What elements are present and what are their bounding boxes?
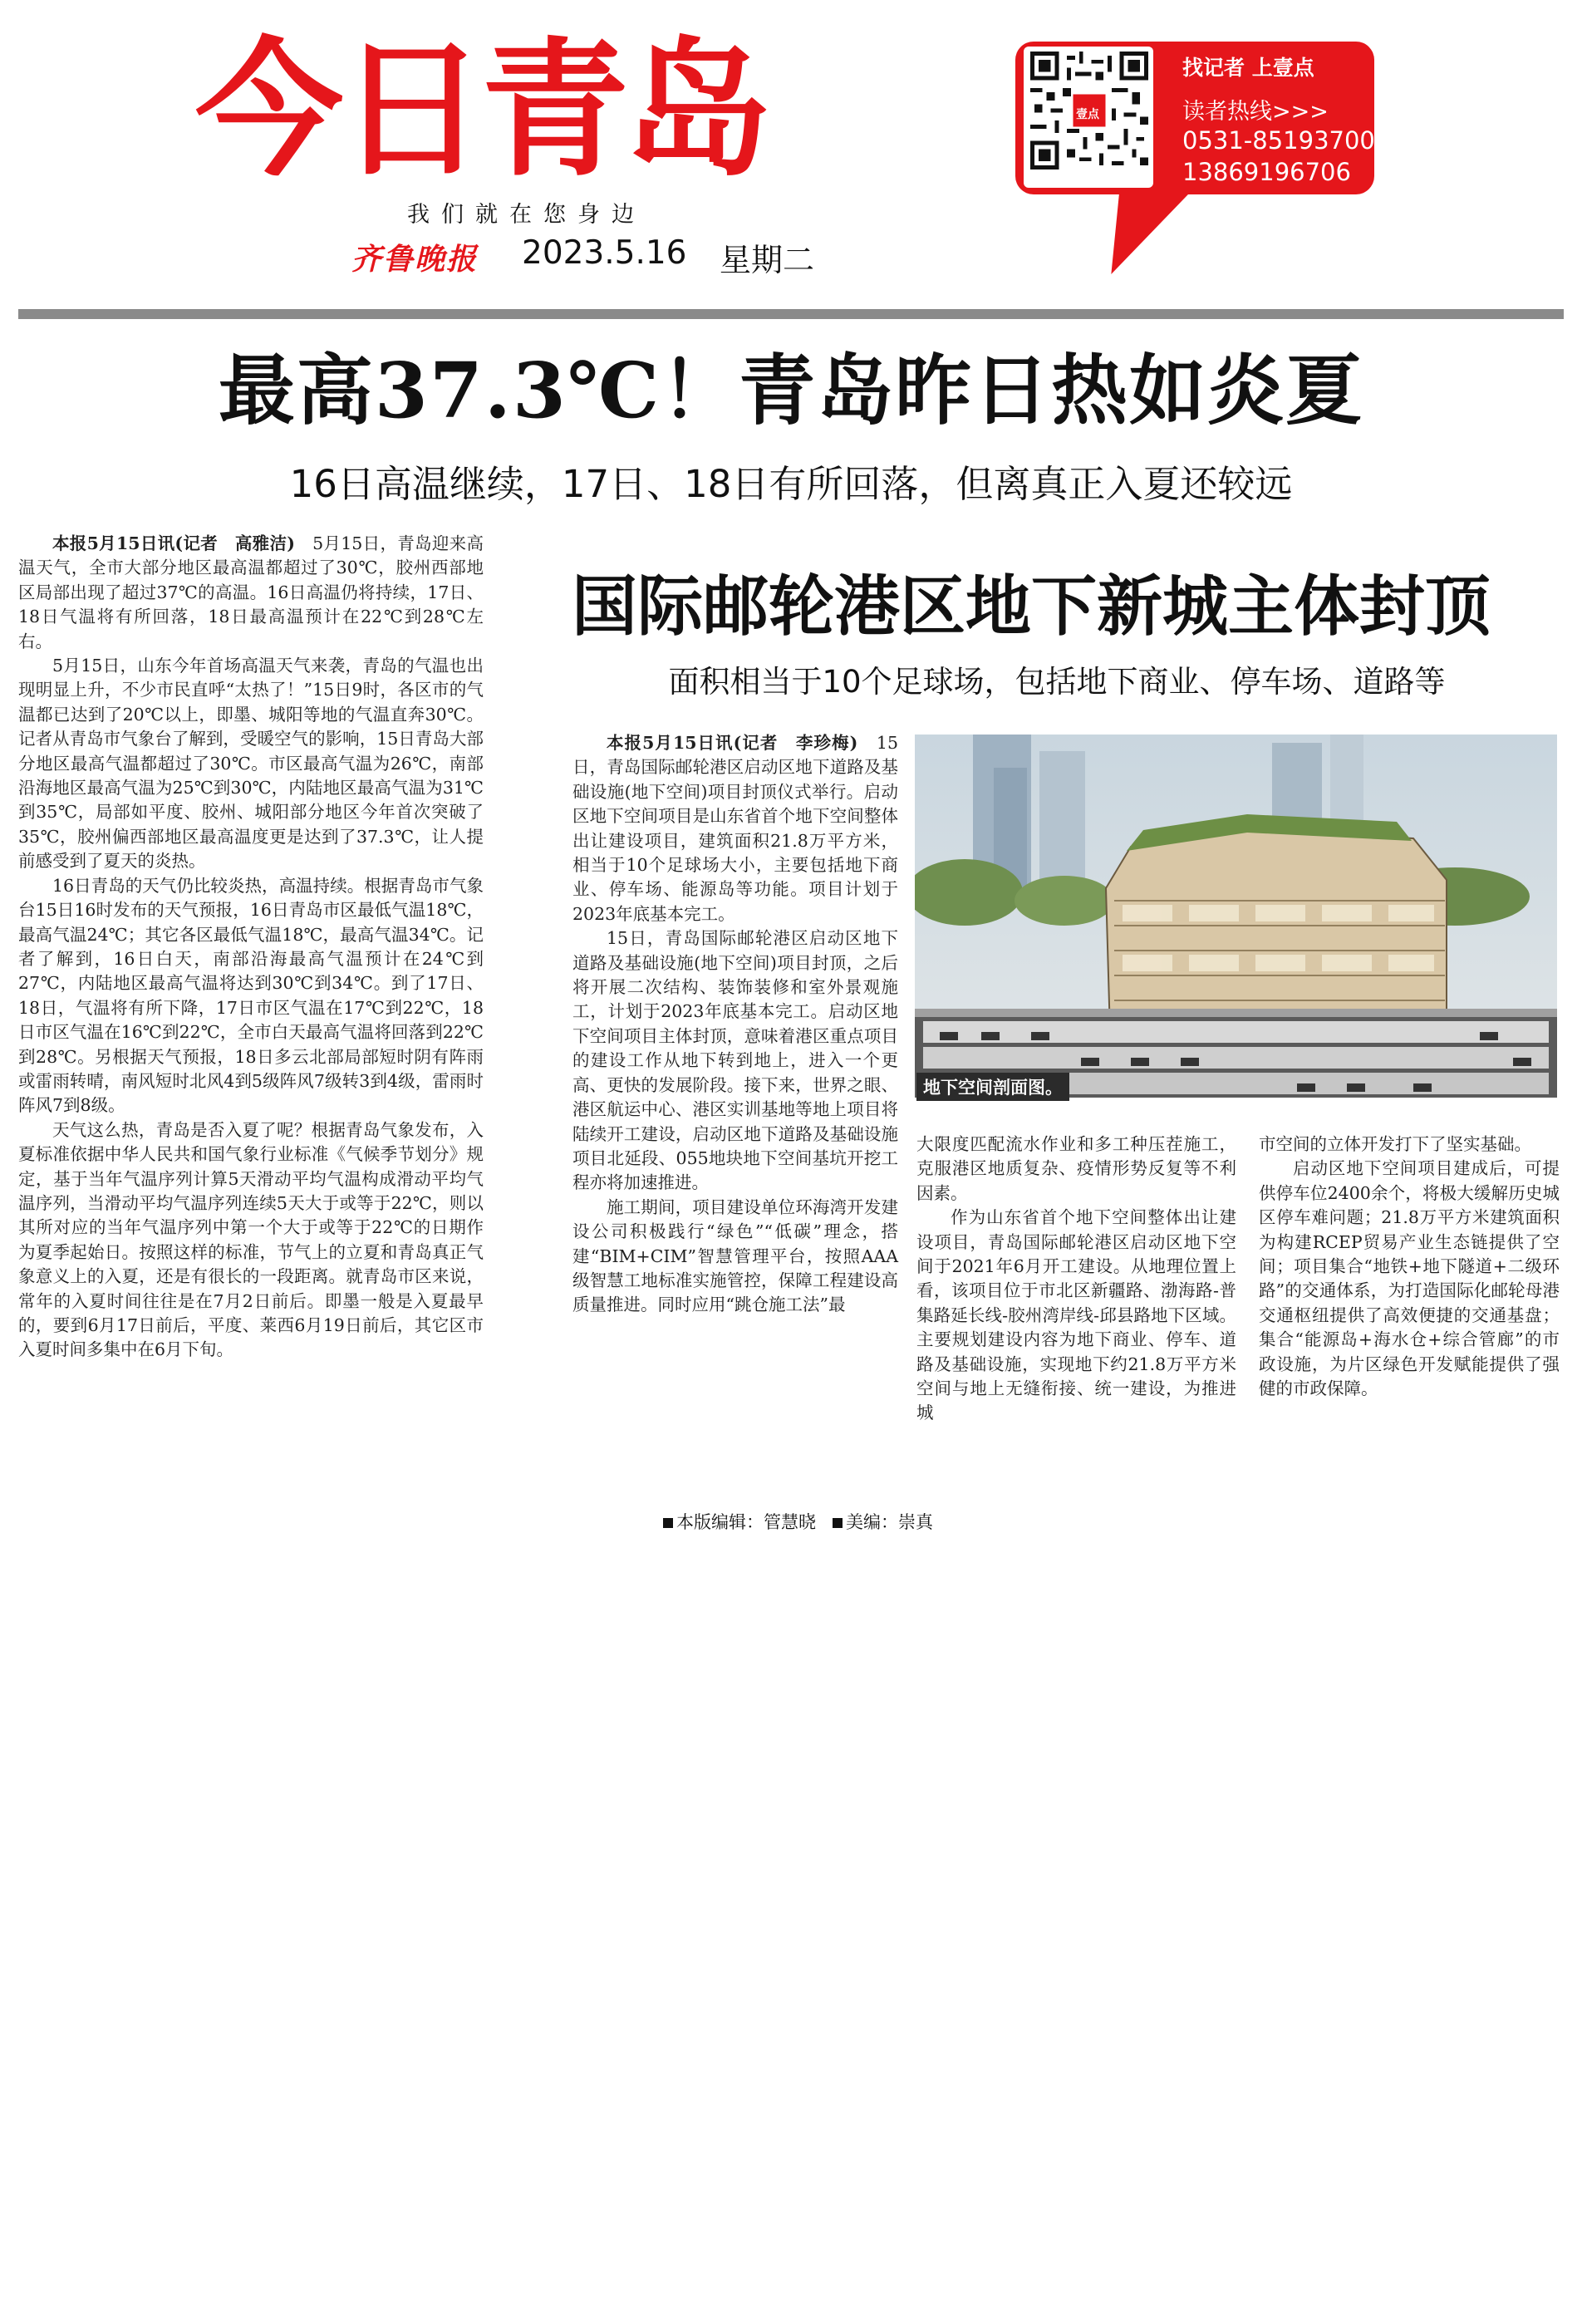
page-credits (663, 1509, 933, 1534)
story1-paragraph: 5月15日，青岛迎来高温天气，全市大部分地区最高温都超过了30℃，胶州西部地区局部出现了超过37℃的高温。16日高温仍将持续，17日、18日气温将有所回落，18日最高温预计在22℃到28℃左右。 (18, 533, 484, 651)
story2-paragraph: 施工期间，项目建设单位环海湾开发建设公司积极践行“绿色”“低碳”理念，搭建“BIM+CIM”智慧管理平台，按照AAA级智慧工地标准实施管控，保障工程建设高质量推进。同时应用“跳仓施工法”最 (572, 1196, 898, 1315)
story2-paragraph: 启动区地下空间项目建成后，可提供停车位2400余个，将极大缓解历史城区停车难问题；21.8万平方米建筑面积为构建RCEP贸易产业生态链提供了空间；项目集合“地铁+地下隧道+二级环路”的交通体系，为打造国际化邮轮母港交通枢纽提供了高效便捷的交通基盘；集合“能源岛+海水仓+综合管廊”的市政设施，为片区绿色开发赋能提供了强健的市政保障。 (1259, 1158, 1560, 1399)
story2-column-c (1259, 1133, 1560, 1401)
bullet-square-icon (663, 1518, 673, 1528)
masthead-title: 今日青岛 (195, 24, 767, 196)
hotline-phone-2[interactable]: 13869196706 (1182, 158, 1351, 186)
story1-paragraph: 16日青岛的天气仍比较炎热，高温持续。根据青岛市气象台15日16时发布的天气预报，16日青岛市区最低气温18℃，最高气温24℃；其它各区最低气温18℃，最高气温34℃。记者了解到，16日白天，南部沿海最高气温预计在24℃到27℃，内陆地区最高气温将达到30℃到34℃。到了17日、18日，气温将有所下降，17日市区气温在17℃到22℃，18日市区气温在16℃到22℃，全市白天最高气温将回落到22℃到28℃。另根据天气预报，18日多云北部局部短时阴有阵雨或雷雨转晴，南风短时北风4到5级阵风7级转3到4级，雷雨时阵风7到8级。 (18, 875, 484, 1116)
masthead-divider (18, 309, 1564, 319)
bullet-square-icon (833, 1518, 843, 1528)
story2-paragraph: 市空间的立体开发打下了坚实基础。 (1259, 1134, 1531, 1154)
story2-byline: 本报5月15日讯(记者 李珍梅) (607, 733, 858, 753)
underground-cross-section-image (915, 735, 1557, 1098)
speech-bubble-tail (1074, 188, 1194, 274)
story2-paragraph: 15日，青岛国际邮轮港区启动区地下道路及基础设施(地下空间)项目封顶，之后将开展二次结构、装饰装修和室外景观施工，计划于2023年底基本完工。启动区地下空间项目主体封顶，意味着港区重点项目的建设工作从地下转到地上，进入一个更高、更快的发展阶段。接下来，世界之眼、港区航运中心、港区实训基地等地上项目将陆续开工建设，启动区地下道路及基础设施项目北延段、055地块地下空间基坑开挖工程亦将加速推进。 (572, 928, 898, 1193)
story1-body (18, 532, 484, 1363)
story2-paragraph: 15日，青岛国际邮轮港区启动区地下道路及基础设施(地下空间)项目封顶仪式举行。启动区地下空间项目是山东省首个地下空间整体出让建设项目，建筑面积21.8万平方米，相当于10个足球场大小，主要包括地下商业、停车场、能源岛等功能。项目计划于2023年底基本完工。 (572, 733, 898, 924)
story1-byline: 本报5月15日讯(记者 高雅洁) (52, 533, 295, 553)
story1-subhead: 16日高温继续，17日、18日有所回落，但离真正入夏还较远 (289, 462, 1293, 506)
designer-credit: 美编：崇真 (846, 1512, 934, 1532)
story1-headline: 最高37.3℃！青岛昨日热如炎夏 (218, 346, 1364, 435)
story2-paragraph: 大限度匹配流水作业和多工种压茬施工，克服港区地质复杂、疫情形势反复等不利因素。 (916, 1134, 1236, 1203)
story2-column-a (572, 731, 898, 1318)
hotline-phone-1[interactable]: 0531-85193700 (1182, 126, 1375, 155)
editor-credit: 本版编辑：管慧晓 (676, 1512, 816, 1532)
issue-weekday: 星期二 (720, 242, 815, 278)
story2-column-b (916, 1133, 1236, 1426)
issue-date: 2023.5.16 (522, 234, 687, 272)
hotline-slogan: 找记者 上壹点 (1182, 56, 1314, 80)
masthead-slogan: 我们就在您身边 (407, 202, 646, 228)
story2-subhead: 面积相当于10个足球场，包括地下商业、停车场、道路等 (668, 664, 1446, 700)
story1-paragraph: 天气这么热，青岛是否入夏了呢？根据青岛气象发布，入夏标准依据中华人民共和国气象行业标准《气候季节划分》规定，基于当年气温序列计算5天滑动平均气温构成滑动平均气温序列，当滑动平均气温序列连续5天大于或等于22℃，则以其所对应的当年气温序列中第一个大于或等于22℃的日期作为夏季起始日。按照这样的标准，节气上的立夏和青岛真正气象意义上的入夏，还是有很长的一段距离。就青岛市区来说，常年的入夏时间往往是在7月2日前后。即墨一般是入夏最早的，要到6月17日前后，平度、莱西6月19日前后，其它区市入夏时间多集中在6月下旬。 (18, 1119, 484, 1360)
photo-caption: 地下空间剖面图。 (916, 1073, 1069, 1101)
story1-paragraph: 5月15日，山东今年首场高温天气来袭，青岛的气温也出现明显上升，不少市民直呼“太热了！”15日9时，各区市的气温都已达到了20℃以上，即墨、城阳等地的气温直奔30℃。记者从青岛市气象台了解到，受暖空气的影响，15日青岛大部分地区最高气温都超过了30℃。市区最高气温为26℃，南部沿海地区最高气温为25℃到30℃，内陆地区最高气温为31℃到35℃，局部如平度、胶州、城阳部分地区今年首次突破了35℃，胶州偏西部地区最高温度更是达到了37.3℃，让人提前感受到了夏天的炎热。 (18, 656, 484, 872)
story2-paragraph: 作为山东省首个地下空间整体出让建设项目，青岛国际邮轮港区启动区地下空间于2021年6月开工建设。从地理位置上看，该项目位于市北区新疆路、渤海路-普集路延长线-胶州湾岸线-邱县路地下区域。主要规划建设内容为地下商业、停车、道路及基础设施，实现地下约21.8万平方米空间与地上无缝衔接、统一建设，为推进城 (916, 1207, 1236, 1423)
qr-badge-label: 壹点 (1076, 108, 1099, 121)
paper-name-logo: 齐鲁晚报 (351, 242, 479, 277)
story2-headline: 国际邮轮港区地下新城主体封顶 (572, 567, 1491, 645)
hotline-label: 读者热线>>> (1182, 99, 1329, 125)
